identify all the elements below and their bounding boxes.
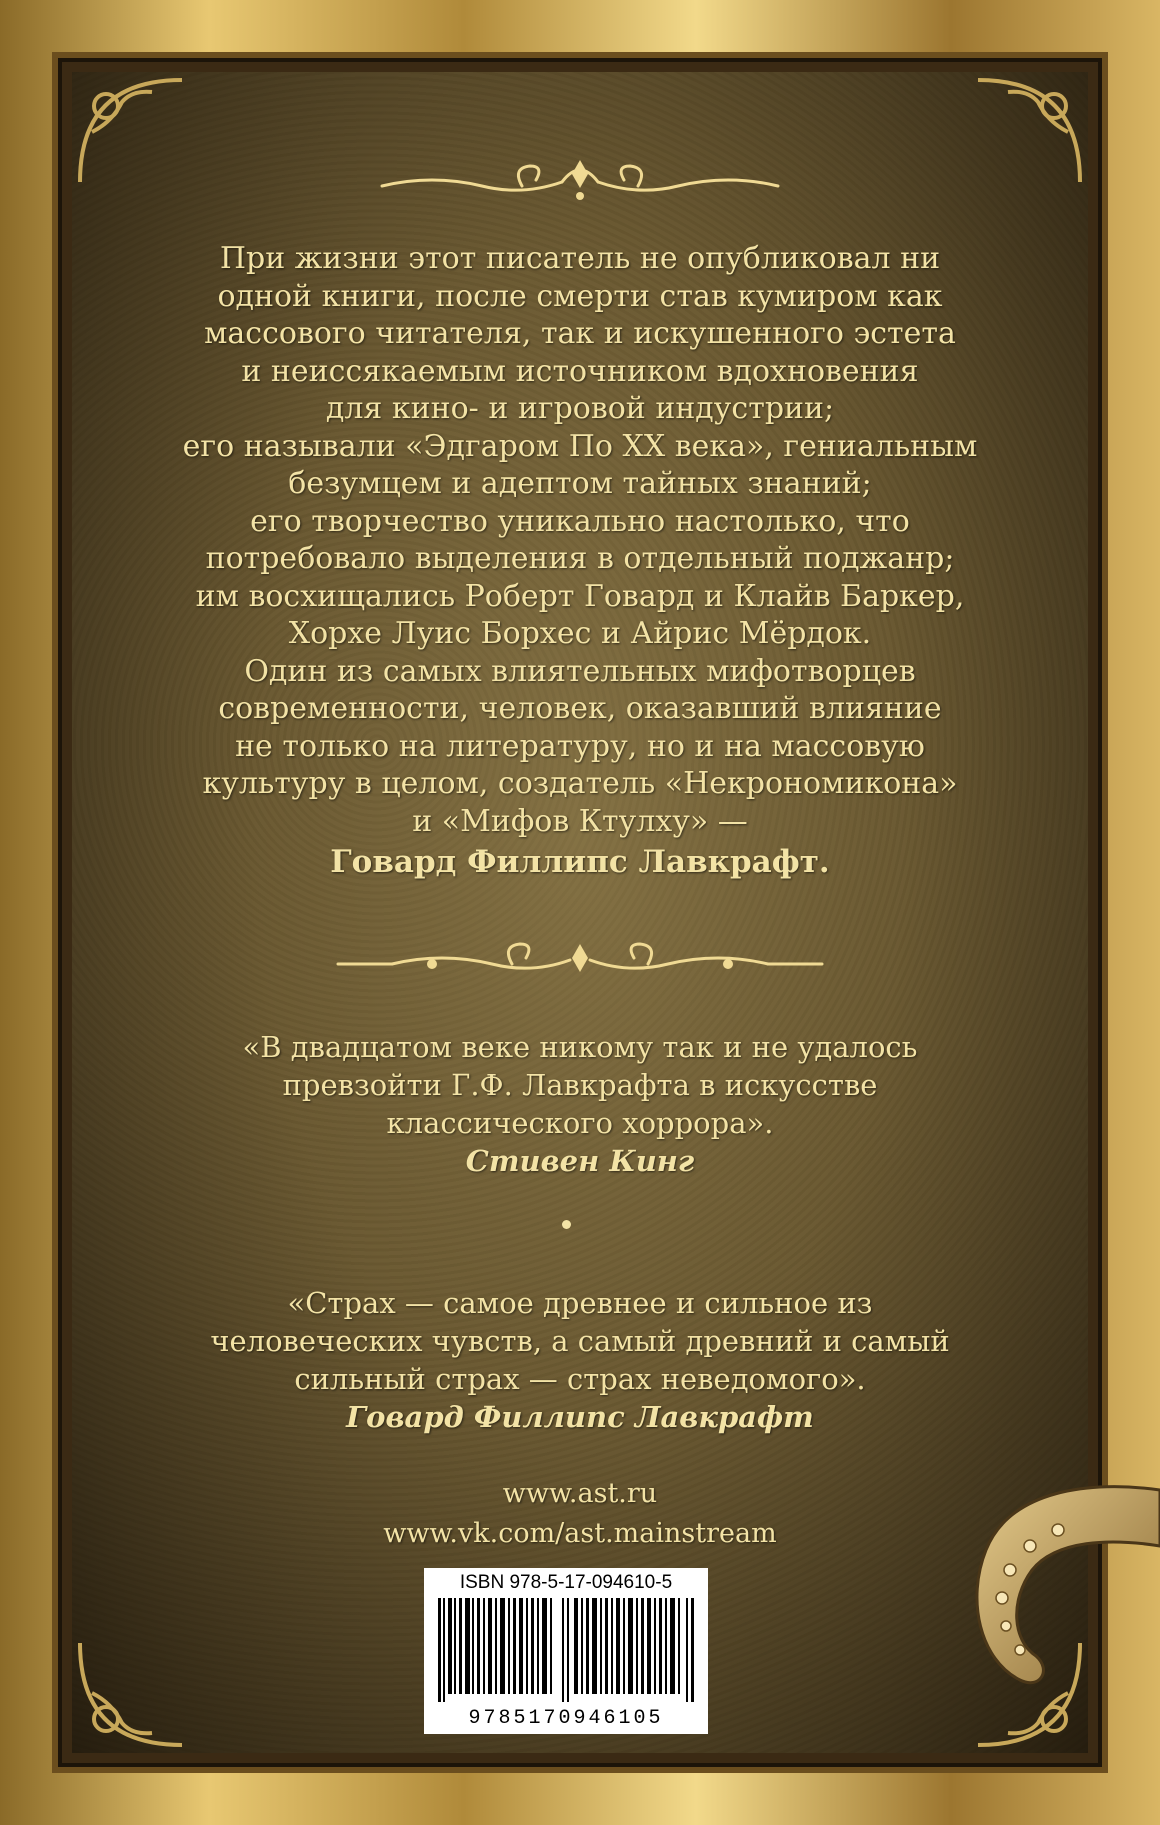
quote-attribution: Говард Филлипс Лавкрафт <box>346 1400 814 1434</box>
corner-ornament-icon <box>72 72 192 192</box>
quote-line: превзойти Г.Ф. Лавкрафта в искусстве <box>282 1068 878 1102</box>
tentacle-icon <box>940 1450 1160 1710</box>
description-line: его творчество уникально настолько, что <box>250 503 910 539</box>
corner-ornament-icon <box>72 1633 192 1753</box>
description-line: не только на литературу, но и на массовую <box>235 728 925 764</box>
quote-line: человеческих чувств, а самый древний и самый <box>210 1324 950 1358</box>
description-line: безумцем и адептом тайных знаний; <box>288 466 872 501</box>
quote-block <box>72 1284 1088 1436</box>
description-line: культуру в целом, создатель «Некрономикона» <box>202 766 958 801</box>
corner-ornament-icon <box>968 72 1088 192</box>
vk-link[interactable]: www.vk.com/ast.mainstream <box>383 1518 777 1549</box>
quote-line: «В двадцатом веке никому так и не удалось <box>242 1030 918 1064</box>
barcode-bars <box>438 1598 694 1702</box>
flourish-divider-icon <box>332 934 828 990</box>
quote-line: классического хоррора». <box>386 1106 774 1140</box>
isbn-barcode <box>424 1568 708 1734</box>
description-line: одной книги, после смерти став кумиром как <box>217 278 943 314</box>
description-line: Хорхе Луис Борхес и Айрис Мёрдок. <box>288 616 872 651</box>
website-link[interactable]: www.ast.ru <box>502 1478 658 1509</box>
description-line: для кино- и игровой индустрии; <box>325 391 835 426</box>
quote-line: «Страх — самое древнее и сильное из <box>287 1286 873 1320</box>
description-line: его называли «Эдгаром По XX века», гениальным <box>182 428 978 464</box>
separator-dot <box>562 1220 571 1229</box>
isbn-label: ISBN 978-5-17-094610-5 <box>459 1572 673 1593</box>
description-line: массового читателя, так и искушенного эстета <box>204 316 956 351</box>
quote-block <box>72 1028 1088 1180</box>
description-line: и неиссякаемым источником вдохновения <box>241 353 919 389</box>
quote-line: сильный страх — страх неведомого». <box>294 1362 866 1396</box>
description-line: При жизни этот писатель не опубликовал ни <box>219 241 941 276</box>
description-line: Один из самых влиятельных мифотворцев <box>244 653 916 689</box>
author-name: Говард Филлипс Лавкрафт. <box>330 844 830 880</box>
barcode-digits: 9785170946105 <box>468 1707 664 1730</box>
publisher-links <box>72 1474 1088 1554</box>
description-line: современности, человек, оказавший влияние <box>218 691 942 726</box>
cover-panel <box>72 72 1088 1753</box>
quote-attribution: Стивен Кинг <box>465 1144 695 1178</box>
description-line: и «Мифов Ктулху» — <box>412 803 748 839</box>
flourish-divider-icon <box>372 152 788 212</box>
description-line: потребовало выделения в отдельный поджанр; <box>205 541 955 576</box>
description-text <box>72 240 1088 882</box>
description-line: им восхищались Роберт Говард и Клайв Баркер, <box>195 578 965 614</box>
